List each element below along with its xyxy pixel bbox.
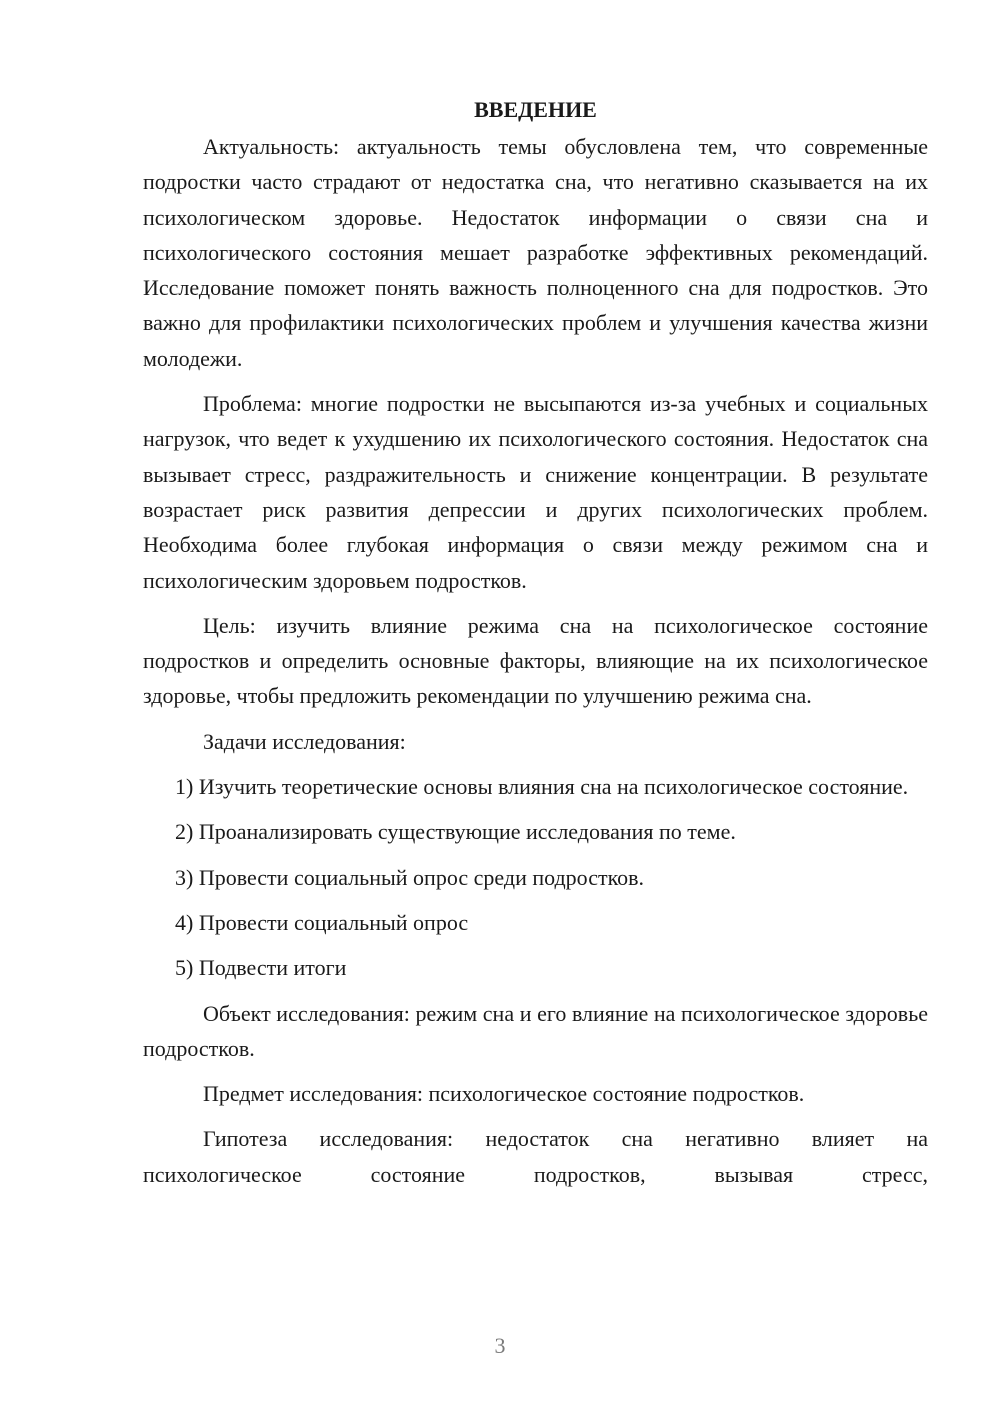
task-item-2: 2) Проанализировать существующие исследования по теме. xyxy=(175,819,736,845)
page-number: 3 xyxy=(494,1333,506,1358)
paragraph-object: Объект исследования: режим сна и его влияние на психологическое здоровье подростков. xyxy=(143,1000,928,1061)
paragraph-relevance: Актуальность: актуальность темы обусловлена тем, что современные подростки часто страдают от недостатка сна, что негативно сказывается на их психологическом здоровье. Недостаток информации о связи сна и психологического состояния мешает разработке эффективных рекомендаций. Исследование поможет понять важность полноценного сна для подростков. Это важно для профилактики психологических проблем и улучшения качества жизни молодежи. xyxy=(143,134,928,371)
document-page xyxy=(143,92,928,1202)
task-item-4: 4) Провести социальный опрос xyxy=(175,909,469,935)
paragraph-goal: Цель: изучить влияние режима сна на психологическое состояние подростков и определить основные факторы, влияющие на их психологическое здоровье, чтобы предложить рекомендации по улучшению режима сна. xyxy=(143,612,928,709)
task-item-1: 1) Изучить теоретические основы влияния сна на психологическое состояние. xyxy=(175,774,909,800)
task-item-5: 5) Подвести итоги xyxy=(175,955,347,981)
section-heading: ВВЕДЕНИЕ xyxy=(474,97,597,122)
paragraph-subject: Предмет исследования: психологическое состояние подростков. xyxy=(203,1081,805,1107)
paragraph-hypothesis: Гипотеза исследования: недостаток сна негативно влияет на психологическое состояние подростков, вызывая стресс, xyxy=(143,1126,928,1187)
task-item-3: 3) Провести социальный опрос среди подростков. xyxy=(175,864,645,890)
tasks-title: Задачи исследования: xyxy=(203,728,406,754)
paragraph-problem: Проблема: многие подростки не высыпаются из-за учебных и социальных нагрузок, что ведет к ухудшению их психологического состояния. Недостаток сна вызывает стресс, раздражительность и снижение концентрации. В результате возрастает риск развития депрессии и других психологических проблем. Необходима более глубокая информация о связи между режимом сна и психологическим здоровьем подростков. xyxy=(143,391,928,593)
